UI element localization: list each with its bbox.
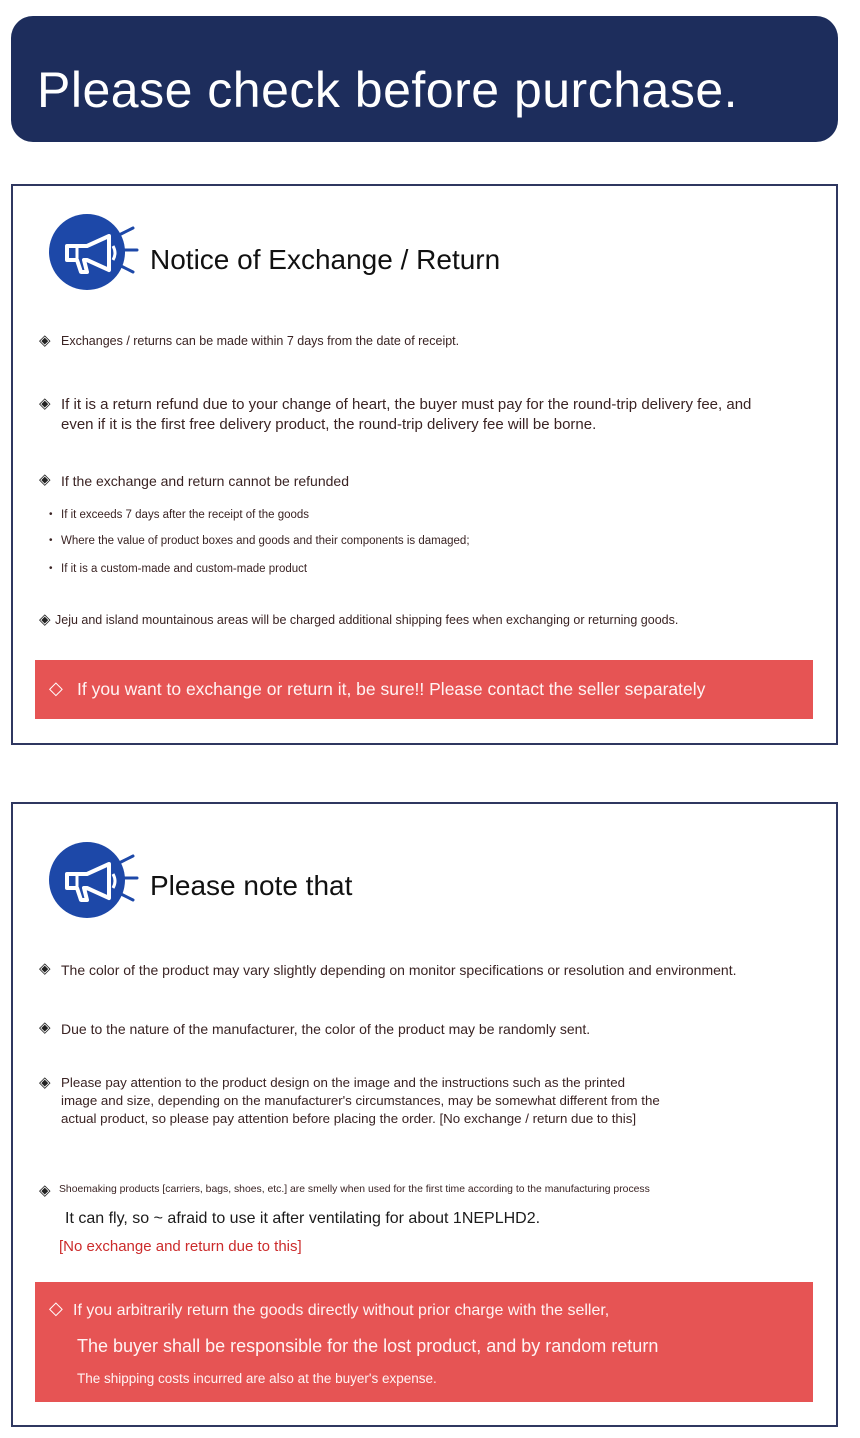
- diamond-bullet-icon: ◈: [39, 1182, 51, 1199]
- notice-title: Notice of Exchange / Return: [150, 244, 501, 275]
- note-item-text: Due to the nature of the manufacturer, the color of the product may be randomly sent.: [61, 1021, 591, 1037]
- page-header: [11, 16, 838, 142]
- ventilation-note: It can fly, so ~ afraid to use it after ventilating for about 1NEPLHD2.: [65, 1210, 541, 1227]
- diamond-bullet-icon: ◈: [39, 960, 51, 977]
- note-return-banner: [35, 1282, 813, 1402]
- note-item-text: Shoemaking products [carriers, bags, shoes, etc.] are smelly when used for the first time according to the manufacturing process: [59, 1184, 650, 1195]
- megaphone-icon: [47, 840, 139, 920]
- diamond-bullet-icon: ◇: [49, 1298, 63, 1318]
- no-exchange-note: [No exchange and return due to this]: [59, 1238, 302, 1255]
- notice-contact-banner: [35, 660, 813, 719]
- page-title: Please check before purchase.: [37, 62, 739, 118]
- diamond-bullet-icon: ◈: [39, 395, 51, 412]
- note-title: Please note that: [150, 870, 353, 901]
- diamond-bullet-icon: ◈: [39, 471, 51, 488]
- note-item-text: The color of the product may vary slightly depending on monitor specifications or resolution and environment.: [61, 962, 737, 978]
- notice-item-text: If it is a return refund due to your change of heart, the buyer must pay for the round-trip delivery fee, and even if it is the first free delivery product, the round-trip delivery fee will be borne.: [61, 396, 752, 433]
- note-item-text: Please pay attention to the product design on the image and the instructions such as the printed image and size, depending on the manufacturer's circumstances, may be somewhat different from the actual product, so please pay attention before placing the order. [No exchange / return due to this]: [61, 1075, 660, 1126]
- sub-item: • If it is a custom-made and custom-made product: [61, 561, 307, 577]
- banner-text: If you want to exchange or return it, be sure!! Please contact the seller separately: [77, 679, 706, 699]
- notice-exchange-return-panel: [11, 184, 838, 745]
- notice-item-text: If the exchange and return cannot be refunded: [61, 473, 349, 489]
- megaphone-icon: [47, 212, 139, 292]
- banner-line: If you arbitrarily return the goods directly without prior charge with the seller,: [73, 1302, 610, 1319]
- diamond-bullet-icon: ◈: [39, 611, 51, 628]
- notice-item-text: Exchanges / returns can be made within 7 days from the date of receipt.: [61, 334, 460, 348]
- diamond-bullet-icon: ◈: [39, 1019, 51, 1036]
- diamond-bullet-icon: ◈: [39, 1074, 51, 1091]
- diamond-bullet-icon: ◈: [39, 332, 51, 349]
- banner-line: The shipping costs incurred are also at the buyer's expense.: [77, 1371, 437, 1386]
- sub-item: • If it exceeds 7 days after the receipt of the goods: [61, 507, 309, 523]
- notice-item-text: Jeju and island mountainous areas will be charged additional shipping fees when exchanging or returning goods.: [55, 613, 679, 627]
- banner-line: The buyer shall be responsible for the lost product, and by random return: [77, 1336, 659, 1356]
- diamond-bullet-icon: ◇: [49, 678, 63, 698]
- please-note-panel: [11, 802, 838, 1427]
- sub-item: • Where the value of product boxes and goods and their components is damaged;: [61, 533, 470, 549]
